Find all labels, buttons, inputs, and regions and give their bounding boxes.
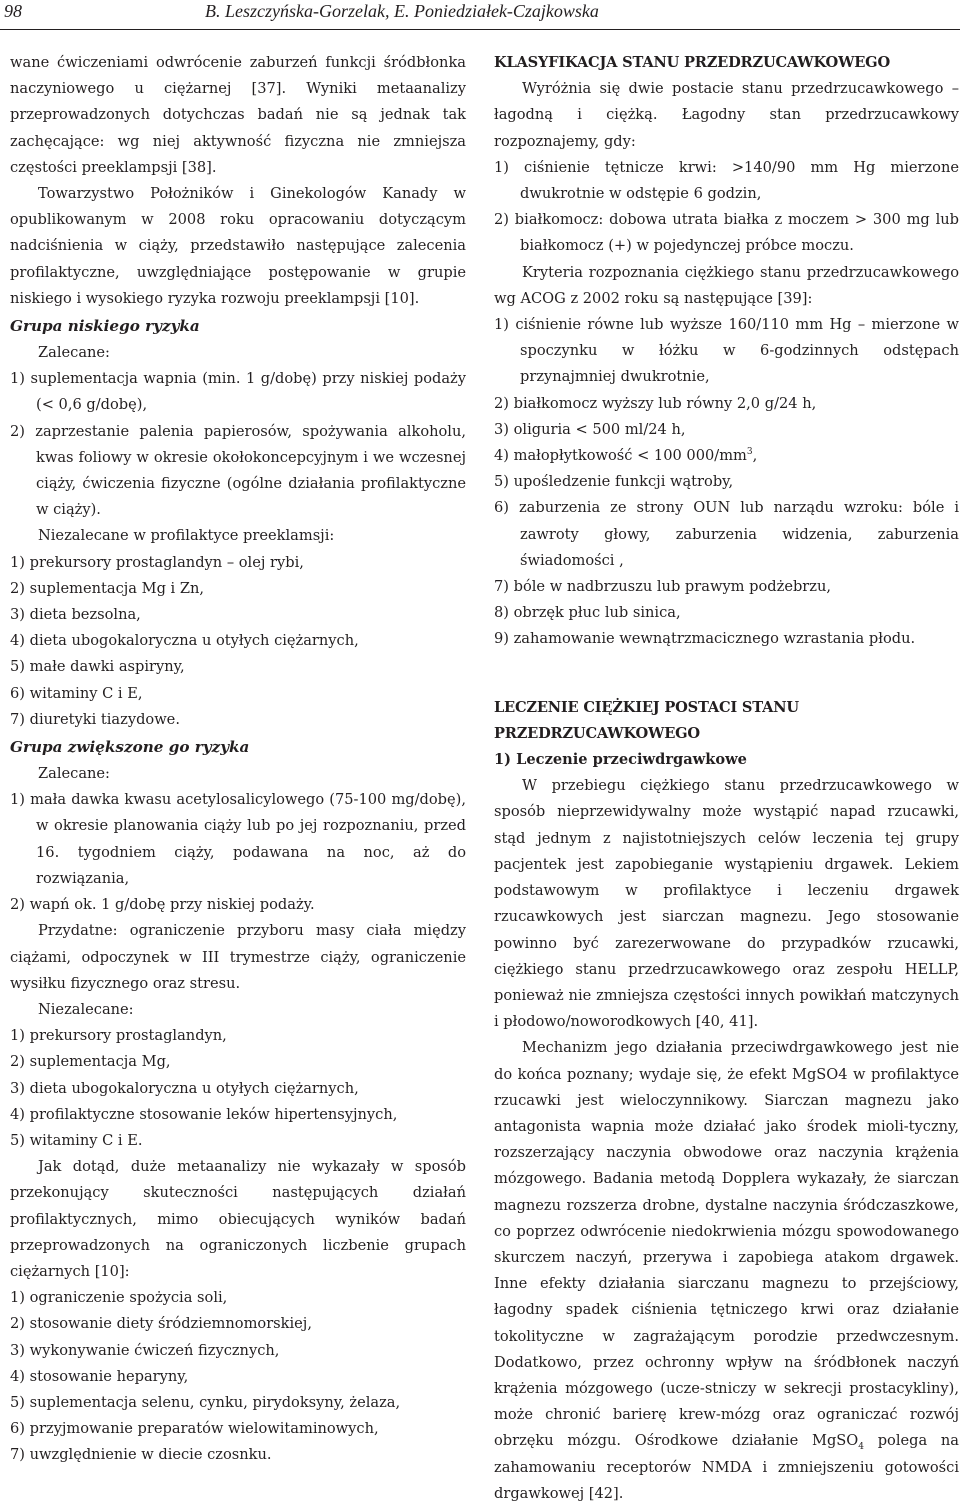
list-item: 4) stosowanie heparyny, — [10, 1367, 189, 1385]
list-item: 1) prekursory prostaglandyn – olej rybi, — [10, 553, 304, 571]
treatment-heading-line-2: PRZEDRZUCAWKOWEGO — [494, 724, 700, 742]
left-column — [10, 50, 466, 1469]
list-item: 2) białkomocz: dobowa utrata białka z moczem > 300 mg lub białkomocz (+) w pojedynczej próbce moczu. — [494, 211, 959, 255]
meta-analysis-list — [10, 1285, 466, 1468]
list-item: 1) ograniczenie spożycia soli, — [10, 1289, 228, 1307]
mild-criteria-list — [494, 155, 959, 260]
list-item: 5) suplementacja selenu, cynku, pirydoksyny, żelaza, — [10, 1393, 401, 1411]
list-item: 6) zaburzenia ze strony OUN lub narządu wzroku: bóle i zawroty głowy, zaburzenia widzenia, zaburzenia świadomości , — [494, 499, 959, 569]
running-header-authors: B. Leszczyńska-Gorzelak, E. Poniedziałek-Czajkowska — [205, 1, 599, 21]
list-item: 7) bóle w nadbrzuszu lub prawym podżebrzu, — [494, 578, 832, 596]
high-not-recommended-list — [10, 1023, 466, 1154]
list-item: 9) zahamowanie wewnątrzmacicznego wzrastania płodu. — [494, 630, 916, 648]
meta-analysis-paragraph: Jak dotąd, duże metaanalizy nie wykazały w sposób przekonujący skuteczności następujących działań profilaktycznych, mimo obiecujących wyników badań przeprowadzonych na ograniczonych liczbenie grupach ciężarnych [10]: — [10, 1158, 466, 1280]
low-not-recommended-list — [10, 550, 466, 733]
list-item: 1) mała dawka kwasu acetylosalicylowego (75-100 mg/dobę), w okresie planowania ciąży lub po jej rozpoznaniu, przed 16. tygodniem ciąży, podawana na noc, aż do rozwiązania, — [10, 791, 466, 887]
right-column — [494, 50, 959, 1507]
low-recommended-label: Zalecane: — [38, 344, 110, 362]
anticonvulsant-paragraph: W przebiegu ciężkiego stanu przedrzucawkowego w sposób nieprzewidywalny może wystąpić napad rzucawki, stąd jednym z najistotniejszych celów leczenia tej grupy pacjentek jest zapobieganie wystąpieniu drgawek. Lekiem podstawowym w profilaktyce i leczeniu drgawek rzucawkowych jest siarczan magnezu. Jego stosowanie powinno być zarezerwowane do przypadków rzucawki, ciężkiego stanu przedrzucawkowego oraz zespołu HELLP, ponieważ nie zmniejsza częstości innych powikłań matczynych i płodowo/noworodkowych [40, 41]. — [494, 777, 959, 1031]
list-item: 3) dieta ubogokaloryczna u otyłych ciężarnych, — [10, 1079, 359, 1097]
list-item: 2) zaprzestanie palenia papierosów, spożywania alkoholu, kwas foliowy w okresie okołokoncepcyjnym i we wczesnej ciąży, ćwiczenia fizyczne (ogólne działania profilaktyczne w ciąży). — [10, 422, 466, 519]
low-recommended-list — [10, 366, 466, 523]
classification-intro: Wyróżnia się dwie postacie stanu przedrzucawkowego – łagodną i ciężką. Łagodny stan przedrzucawkowy rozpoznajemy, gdy: — [494, 80, 959, 150]
section-gap — [494, 653, 959, 695]
list-item: 2) wapń ok. 1 g/dobę przy niskiej podaży. — [10, 896, 315, 914]
severe-criteria-intro: Kryteria rozpoznania ciężkiego stanu przedrzucawkowego wg ACOG z 2002 roku są następujące [39]: — [494, 263, 959, 307]
anticonvulsant-heading: 1) Leczenie przeciwdrgawkowe — [494, 751, 747, 769]
list-item: 1) suplementacja wapnia (min. 1 g/dobę) przy niskiej podaży (< 0,6 g/dobę), — [10, 370, 466, 414]
header-rule — [0, 29, 960, 30]
page-number: 98 — [4, 1, 22, 21]
list-item: 7) uwzględnienie w diecie czosnku. — [10, 1446, 272, 1464]
list-item: 5) witaminy C i E. — [10, 1131, 143, 1149]
mechanism-text: Mechanizm jego działania przeciwdrgawkowego jest nie do końca poznany; wydaje się, że efekt MgSO4 w profilaktyce rzucawki jest wieloczynnikowy. Siarczan magnezu jako antagonista wapnia może działać jako środek mioli-tyczny, rozszerzający naczynia obwodowe oraz naczynia krążenia mózgowego. Badania metodą Dopplera wykazały, że siarczan magnezu rozszerza drobne, dystalne naczynia śródczaszkowe, co poprzez odwrócenie niedokrwienia mózgu spowodowanego skurczem naczyń, przerywa i zapobiega atakom drgawek. Inne efekty działania siarczanu magnezu to przejściowy, łagodny spadek ciśnienia tętniczego krwi oraz działanie tokolityczne w zagrażającym porodzie przedwczesnym. Dodatkowo, przez ochronny wpływ na śródbłonek naczyń krążenia mózgowego (ucze-stniczy w sekrecji prostacykliny), może chronić barierę krew-mózg oraz ograniczać rozwój obrzęku mózgu. Ośrodkowe działanie MgSO — [494, 1039, 959, 1450]
high-not-recommended-label: Niezalecane: — [38, 1000, 134, 1018]
high-recommended-list — [10, 787, 466, 918]
list-item: 3) wykonywanie ćwiczeń fizycznych, — [10, 1341, 280, 1359]
list-item: 1) ciśnienie równe lub wyższe 160/110 mm Hg – mierzone w spoczynku w łóżku w 6-godzinnych odstępach przynajmniej dwukrotnie, — [494, 316, 959, 386]
subscript: 4 — [858, 1442, 865, 1453]
platelet-criterion-text: 4) małopłytkowość < 100 000/mm — [494, 447, 747, 465]
list-item: 1) ciśnienie tętnicze krwi: >140/90 mm Hg mierzone dwukrotnie w odstępie 6 godzin, — [494, 158, 959, 203]
classification-heading: KLASYFIKACJA STANU PRZEDRZUCAWKOWEGO — [494, 54, 890, 71]
list-item: 1) prekursory prostaglandyn, — [10, 1027, 227, 1045]
list-item: 7) diuretyki tiazydowe. — [10, 710, 180, 728]
high-risk-heading: Grupa zwiększone go ryzyka — [10, 738, 250, 757]
severe-criteria-list — [494, 312, 959, 653]
society-paragraph: Towarzystwo Położników i Ginekologów Kanady w opublikowanym w 2008 roku opracowaniu dotyczącym nadciśnienia w ciąży, przedstawiło następujące zalecenia profilaktyczne, uwzględniające postępowanie w grupie niskiego i wysokiego ryzyka rozwoju preeklampsji [10]. — [10, 185, 466, 307]
running-header — [0, 0, 960, 30]
list-item: 2) suplementacja Mg i Zn, — [10, 579, 205, 597]
low-risk-heading: Grupa niskiego ryzyka — [10, 317, 200, 336]
list-item: 3) dieta bezsolna, — [10, 606, 141, 624]
low-not-recommended-label: Niezalecane w profilaktyce preeklamsji: — [38, 527, 335, 545]
useful-paragraph: Przydatne: ograniczenie przyboru masy ciała między ciążami, odpoczynek w III trymestrze ciąży, ograniczenie wysiłku fizycznego oraz stresu. — [10, 922, 466, 992]
mechanism-text-tail: polega na zahamowaniu receptorów NMDA i zmniejszeniu gotowości drgawkowej [42]. — [494, 1432, 959, 1502]
list-item: 5) małe dawki aspiryny, — [10, 658, 185, 676]
list-item: 4) małopłytkowość < 100 $000/mm^3$, — [494, 447, 758, 465]
list-item: 5) upośledzenie funkcji wątroby, — [494, 473, 734, 491]
intro-paragraph: wane ćwiczeniami odwrócenie zaburzeń funkcji śródbłonka naczyniowego u ciężarnej [37]. Wyniki metaanalizy przeprowadzonych dotychczas badań nie są jednak tak zachęcające: wg niej aktywność fizyczna nie zmniejsza częstości preeklampsji [38]. — [10, 54, 466, 176]
list-item: 6) witaminy C i E, — [10, 684, 143, 702]
list-item: 2) białkomocz wyższy lub równy 2,0 g/24 h, — [494, 394, 817, 412]
treatment-heading-line-1: LECZENIE CIĘŻKIEJ POSTACI STANU — [494, 698, 799, 716]
list-item: 6) przyjmowanie preparatów wielowitaminowych, — [10, 1420, 379, 1438]
list-item: 4) dieta ubogokaloryczna u otyłych ciężarnych, — [10, 632, 359, 650]
mechanism-paragraph — [494, 1035, 959, 1507]
list-item: 2) stosowanie diety śródziemnomorskiej, — [10, 1315, 312, 1333]
list-item: 4) profilaktyczne stosowanie leków hipertensyjnych, — [10, 1105, 398, 1123]
list-item: 3) oliguria < 500 ml/24 h, — [494, 420, 686, 438]
superscript: 3 — [746, 447, 753, 458]
list-item: 8) obrzęk płuc lub sinica, — [494, 604, 681, 622]
list-item: 2) suplementacja Mg, — [10, 1053, 171, 1071]
high-recommended-label: Zalecane: — [38, 765, 110, 783]
